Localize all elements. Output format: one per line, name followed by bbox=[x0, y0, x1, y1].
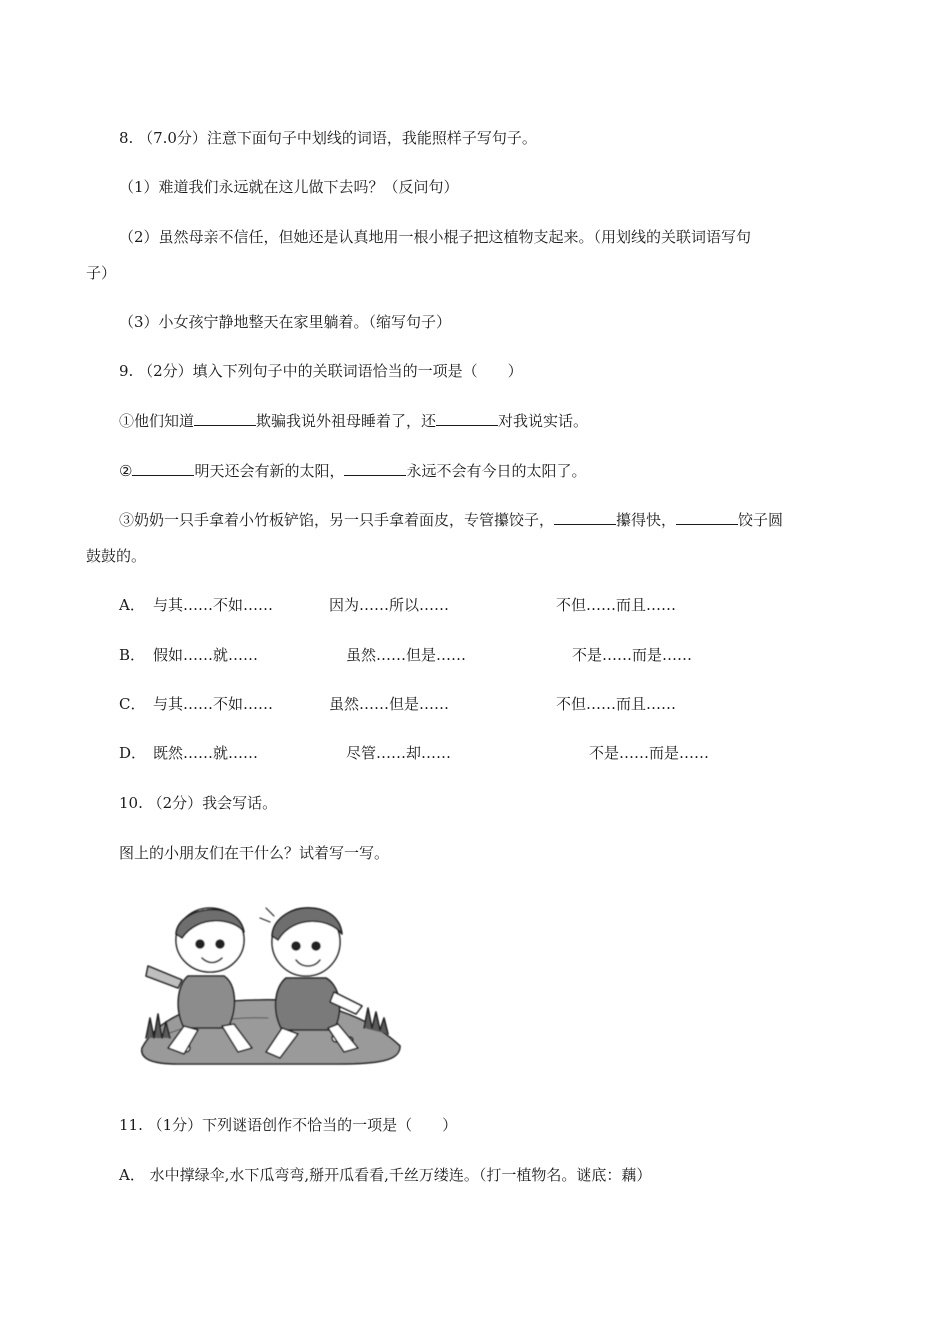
option-text: 不是……而是…… bbox=[572, 646, 693, 664]
option-text: 不但……而且…… bbox=[556, 695, 677, 713]
q9-line-3-part: 攥得快， bbox=[616, 511, 677, 529]
answer-blank bbox=[436, 411, 498, 426]
answer-blank bbox=[554, 510, 616, 525]
q11-option-a[interactable]: A． 水中撑绿伞,水下瓜弯弯,掰开瓜看看,千丝万缕连。（打一植物名。谜底：藕） bbox=[119, 1166, 652, 1184]
answer-blank bbox=[344, 461, 406, 476]
option-letter: B． bbox=[119, 646, 146, 664]
q11-stem: 11. （1分）下列谜语创作不恰当的一项是（ ） bbox=[119, 1116, 458, 1134]
q9-option-a[interactable] bbox=[119, 594, 819, 616]
option-text: 虽然……但是…… bbox=[329, 695, 450, 713]
q9-line-3 bbox=[119, 509, 783, 531]
q9-line-1-part: 欺骗我说外祖母睡着了，还 bbox=[256, 412, 437, 430]
option-text: 假如……就…… bbox=[153, 646, 259, 664]
q9-stem: 9. （2分）填入下列句子中的关联词语恰当的一项是（ ） bbox=[119, 362, 523, 380]
option-text: 虽然……但是…… bbox=[346, 646, 467, 664]
answer-blank bbox=[194, 411, 256, 426]
q8-stem: 8. （7.0分）注意下面句子中划线的词语，我能照样子写句子。 bbox=[119, 129, 537, 147]
option-text: 尽管……却…… bbox=[346, 744, 452, 762]
answer-blank bbox=[132, 461, 194, 476]
q9-line-1-part: 对我说实话。 bbox=[498, 412, 589, 430]
q8-sentence-1: （1）难道我们永远就在这儿做下去吗？（反问句） bbox=[119, 178, 459, 196]
option-letter: A． bbox=[119, 596, 145, 614]
q9-line-2-part: 永远不会有今日的太阳了。 bbox=[406, 462, 587, 480]
q9-option-d[interactable] bbox=[119, 742, 819, 764]
q9-line-1-part: ①他们知道 bbox=[119, 412, 195, 430]
option-text: 与其……不如…… bbox=[153, 596, 274, 614]
option-text: 与其……不如…… bbox=[153, 695, 274, 713]
option-letter: D． bbox=[119, 744, 147, 762]
q9-line-1 bbox=[119, 410, 588, 432]
q10-prompt: 图上的小朋友们在干什么？试着写一写。 bbox=[119, 844, 390, 862]
q9-line-3-part: 饺子圆 bbox=[738, 511, 784, 529]
option-letter: C． bbox=[119, 695, 146, 713]
q9-line-3-part: ③奶奶一只手拿着小竹板铲馅，另一只手拿着面皮，专管攥饺子， bbox=[119, 511, 555, 529]
option-text: 不但……而且…… bbox=[556, 596, 677, 614]
q9-line-3-cont: 鼓鼓的。 bbox=[86, 547, 147, 565]
option-text: 既然……就…… bbox=[153, 744, 259, 762]
q10-stem: 10. （2分）我会写话。 bbox=[119, 794, 278, 812]
children-illustration bbox=[138, 888, 406, 1068]
q9-line-2 bbox=[119, 460, 586, 482]
option-text: 不是……而是…… bbox=[589, 744, 710, 762]
option-text: 因为……所以…… bbox=[329, 596, 450, 614]
q8-sentence-2: （2）虽然母亲不信任，但她还是认真地用一根小棍子把这植物支起来。（用划线的关联词语写句 bbox=[119, 228, 752, 246]
answer-blank bbox=[676, 510, 738, 525]
q8-sentence-2-cont: 子） bbox=[86, 264, 117, 282]
q9-line-2-part: ② bbox=[119, 462, 133, 480]
q9-line-2-part: 明天还会有新的太阳， bbox=[194, 462, 345, 480]
q9-option-c[interactable] bbox=[119, 693, 819, 715]
q8-sentence-3: （3）小女孩宁静地整天在家里躺着。（缩写句子） bbox=[119, 313, 452, 331]
q9-option-b[interactable] bbox=[119, 644, 819, 666]
